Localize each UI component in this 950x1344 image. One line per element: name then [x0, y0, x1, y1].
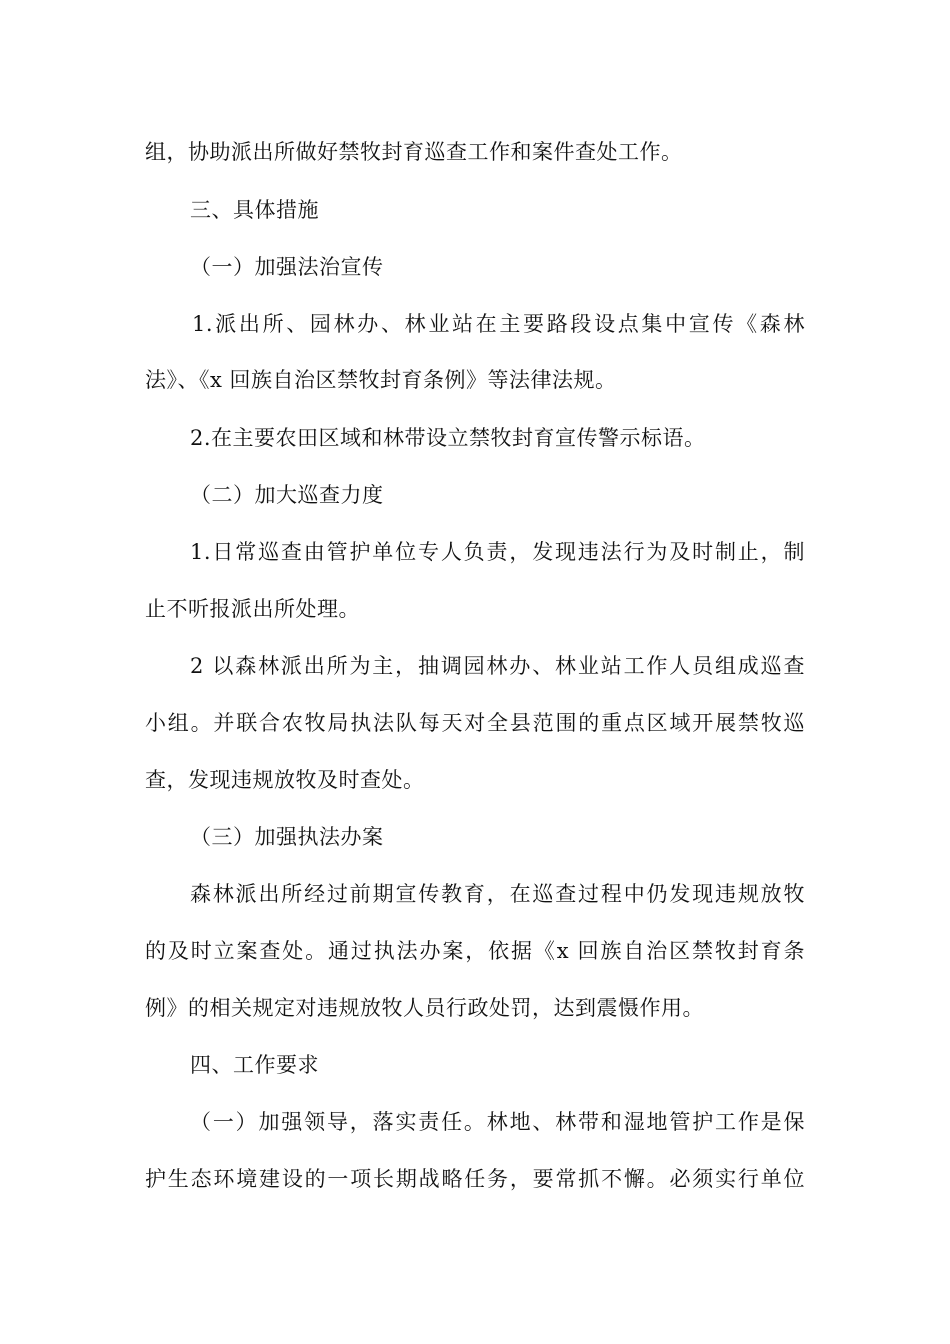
paragraph-line: 森林派出所经过前期宣传教育，在巡查过程中仍发现违规放牧: [190, 882, 805, 906]
subsection-heading: （三）加强执法办案: [190, 825, 384, 849]
section-heading: 四、工作要求: [190, 1053, 319, 1077]
paragraph-line: 止不听报派出所处理。: [145, 597, 360, 621]
paragraph-line: 2.在主要农田区域和林带设立禁牧封育宣传警示标语。: [190, 426, 706, 450]
section-heading: 三、具体措施: [190, 198, 319, 222]
paragraph-line: 1.派出所、园林办、林业站在主要路段设点集中宣传《森林: [192, 312, 805, 336]
paragraph-line: 的及时立案查处。通过执法办案，依据《x 回族自治区禁牧封育条: [145, 939, 805, 963]
paragraph-line: 小组。并联合农牧局执法队每天对全县范围的重点区域开展禁牧巡: [145, 711, 805, 735]
paragraph-line: 组，协助派出所做好禁牧封育巡查工作和案件查处工作。: [145, 140, 683, 164]
paragraph-line: 护生态环境建设的一项长期战略任务，要常抓不懈。必须实行单位: [145, 1167, 805, 1191]
paragraph-line: （一）加强领导，落实责任。林地、林带和湿地管护工作是保: [190, 1110, 805, 1134]
paragraph-line: 2 以森林派出所为主，抽调园林办、林业站工作人员组成巡查: [190, 654, 805, 678]
subsection-heading: （一）加强法治宣传: [190, 255, 384, 279]
subsection-heading: （二）加大巡查力度: [190, 483, 384, 507]
paragraph-line: 1.日常巡查由管护单位专人负责，发现违法行为及时制止，制: [190, 540, 805, 564]
paragraph-line: 法》、《x 回族自治区禁牧封育条例》等法律法规。: [145, 368, 617, 392]
paragraph-line: 例》的相关规定对违规放牧人员行政处罚，达到震慑作用。: [145, 996, 704, 1020]
paragraph-line: 查，发现违规放牧及时查处。: [145, 768, 425, 792]
